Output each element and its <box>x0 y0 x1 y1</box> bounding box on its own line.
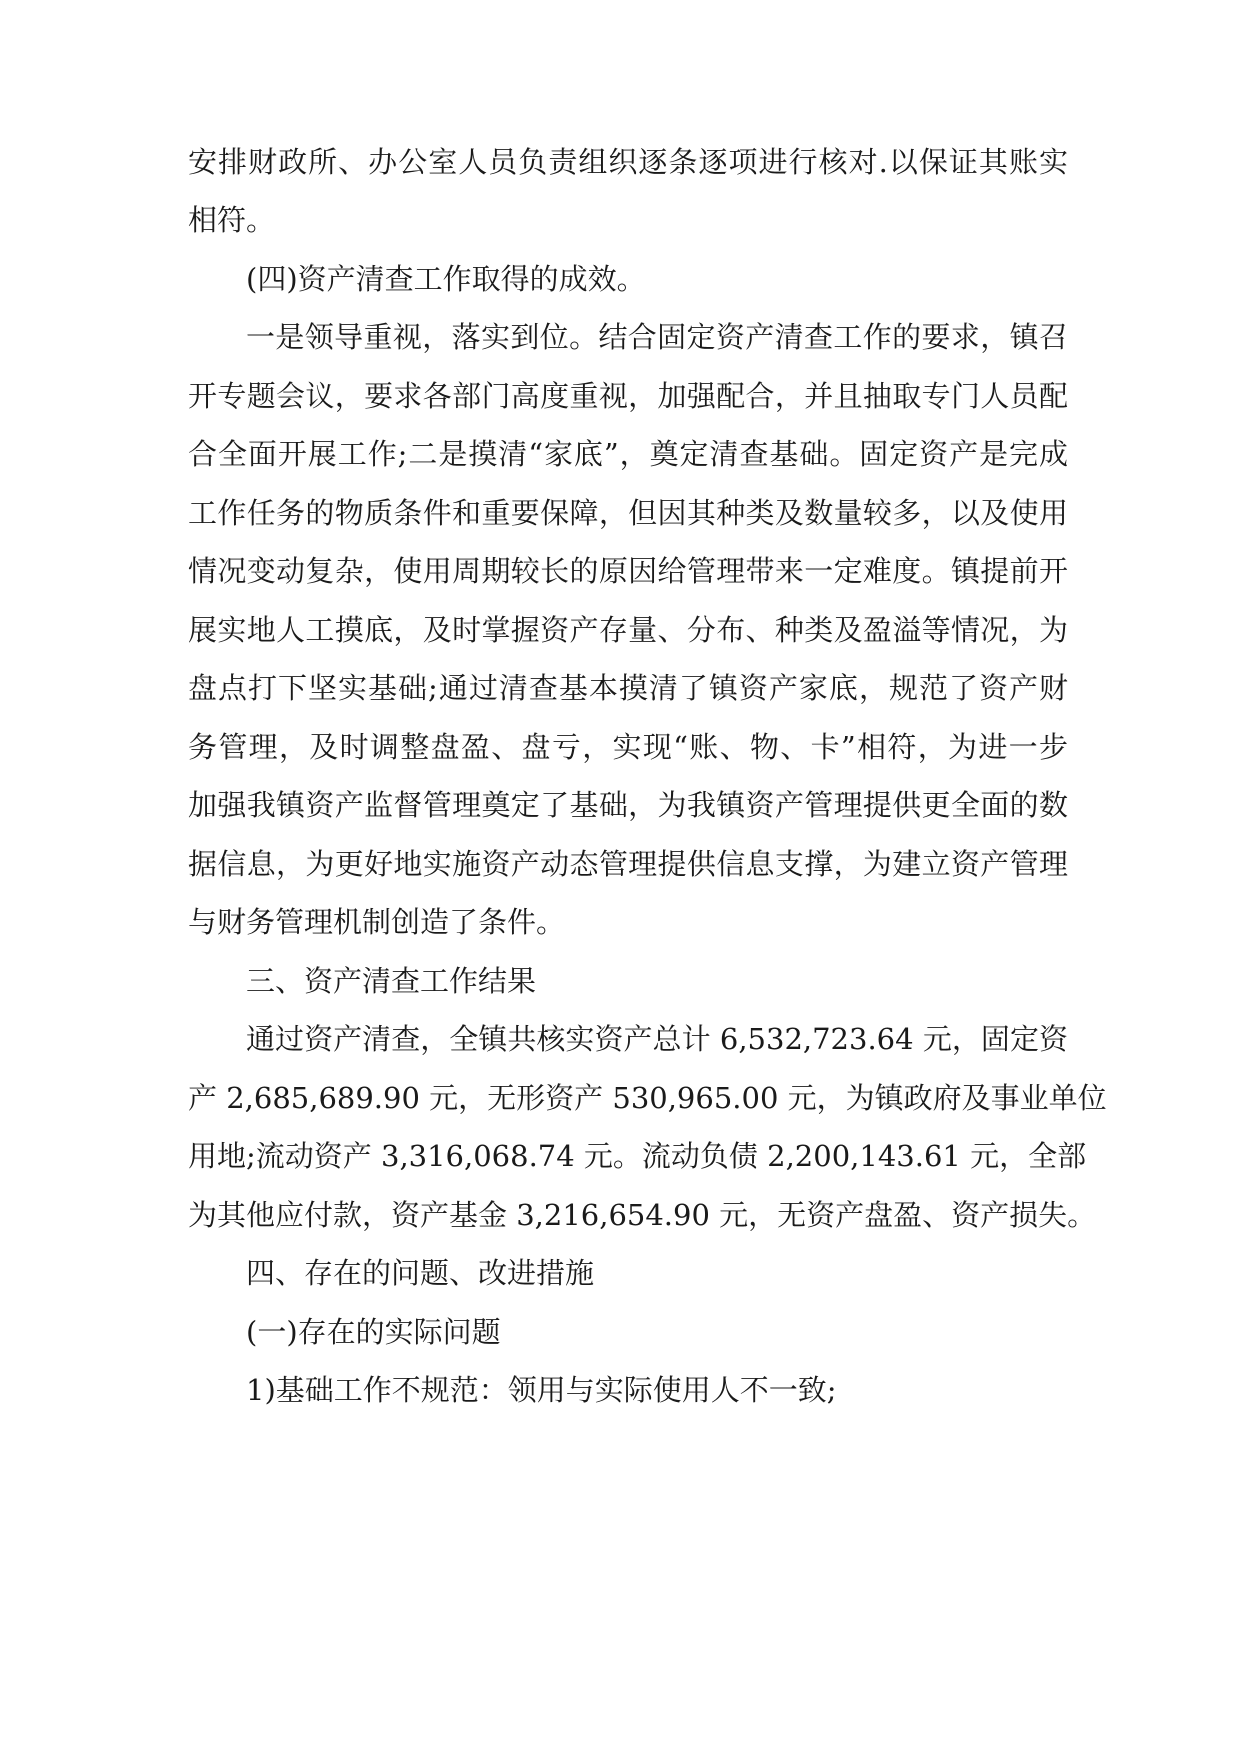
body-text-line: 用地;流动资产 3,316,068.74 元。流动负债 2,200,143.61 元，全部 <box>188 1139 1087 1173</box>
section-heading: (四)资产清查工作取得的成效。 <box>246 262 646 296</box>
body-text-line: 开专题会议，要求各部门高度重视，加强配合，并且抽取专门人员配 <box>188 379 1068 413</box>
body-text-line: 加强我镇资产监督管理奠定了基础，为我镇资产管理提供更全面的数 <box>188 788 1068 822</box>
body-text-line: 为其他应付款，资产基金 3,216,654.90 元，无资产盘盈、资产损失。 <box>188 1198 1097 1232</box>
subsection-heading: (一)存在的实际问题 <box>246 1315 501 1349</box>
body-text-line: 与财务管理机制创造了条件。 <box>188 905 566 939</box>
section-heading: 三、资产清查工作结果 <box>246 964 537 998</box>
paragraph-first-line: 通过资产清查，全镇共核实资产总计 6,532,723.64 元，固定资 <box>246 1022 1068 1056</box>
body-text-line: 安排财政所、办公室人员负责组织逐条逐项进行核对.以保证其账实 <box>188 145 1068 179</box>
body-text-line: 情况变动复杂，使用周期较长的原因给管理带来一定难度。镇提前开 <box>188 554 1068 588</box>
body-text-line: 务管理，及时调整盘盈、盘亏，实现“账、物、卡”相符，为进一步 <box>188 730 1068 764</box>
body-text-line: 盘点打下坚实基础;通过清查基本摸清了镇资产家底，规范了资产财 <box>188 671 1068 705</box>
body-text-line: 合全面开展工作;二是摸清“家底”，奠定清查基础。固定资产是完成 <box>188 437 1068 471</box>
paragraph-first-line: 一是领导重视，落实到位。结合固定资产清查工作的要求，镇召 <box>246 320 1068 354</box>
section-heading: 四、存在的问题、改进措施 <box>246 1256 595 1290</box>
body-text-line: 据信息，为更好地实施资产动态管理提供信息支撑，为建立资产管理 <box>188 847 1068 881</box>
body-text-line: 相符。 <box>188 203 276 237</box>
body-text-line: 展实地人工摸底，及时掌握资产存量、分布、种类及盈溢等情况，为 <box>188 613 1068 647</box>
list-item: 1)基础工作不规范：领用与实际使用人不一致; <box>246 1373 837 1407</box>
body-text-line: 产 2,685,689.90 元，无形资产 530,965.00 元，为镇政府及事业单位 <box>188 1081 1107 1115</box>
body-text-line: 工作任务的物质条件和重要保障，但因其种类及数量较多，以及使用 <box>188 496 1068 530</box>
